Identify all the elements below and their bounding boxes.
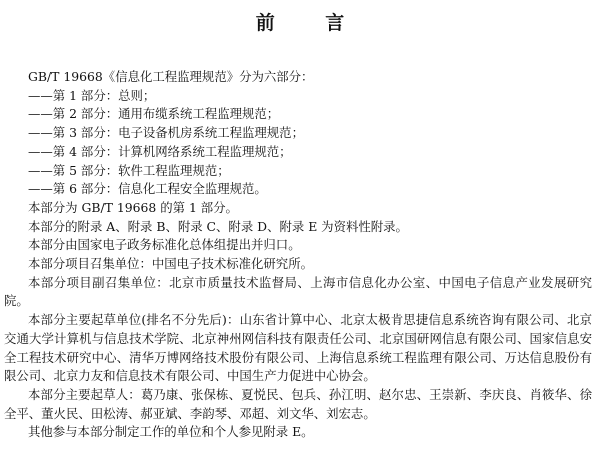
paragraph-drafting-units: 本部分主要起草单位(排名不分先后)：山东省计算中心、北京太极肯思捷信息系统咨询有限公司、北京交通大学计算机与信息技术学院、北京神州网信科技有限责任公司、北京国研网信息有限公司、国家信息安全工程技术研究中心、清华万博网络技术股份有限公司、上海信息系统工程监理有限公司、万达信息股份有限公司、北京力友和信息技术有限公司、中国生产力促进中心协会。 (4, 312, 592, 384)
paragraph-vice-convener: 本部分项目副召集单位：北京市质量技术监督局、上海市信息化办公室、中国电子信息产业发展研究院。 (4, 274, 592, 309)
paragraph-other-participants: 其他参与本部分制定工作的单位和个人参见附录 E。 (28, 424, 314, 440)
paragraph-proposer: 本部分由国家电子政务标准化总体组提出并归口。 (28, 237, 301, 253)
page-title: 前 言 (255, 12, 367, 34)
paragraph-drafters: 本部分主要起草人：葛乃康、张保栋、夏悦民、包兵、孙江明、赵尔忠、王崇新、李庆良、肖筱华、徐全平、董火民、田松涛、郝亚斌、李韵琴、邓超、刘文华、刘宏志。 (4, 386, 592, 421)
document-body (4, 68, 592, 442)
list-item-part-2: ——第 2 部分：通用布缆系统工程监理规范； (28, 106, 280, 122)
list-item-part-4: ——第 4 部分：计算机网络系统工程监理规范； (28, 143, 292, 159)
list-item-part-6: ——第 6 部分：信息化工程安全监理规范。 (28, 181, 267, 197)
list-item-part-5: ——第 5 部分：软件工程监理规范； (28, 162, 230, 178)
paragraph-convener: 本部分项目召集单位：中国电子技术标准化研究所。 (28, 256, 313, 272)
list-item-part-3: ——第 3 部分：电子设备机房系统工程监理规范； (28, 125, 304, 141)
paragraph-part-statement: 本部分为 GB/T 19668 的第 1 部分。 (28, 199, 238, 215)
paragraph-intro: GB/T 19668《信息化工程监理规范》分为六部分： (28, 69, 314, 84)
paragraph-appendix: 本部分的附录 A、附录 B、附录 C、附录 D、附录 E 为资料性附录。 (28, 218, 408, 234)
list-item-part-1: ——第 1 部分：总则； (28, 87, 156, 103)
